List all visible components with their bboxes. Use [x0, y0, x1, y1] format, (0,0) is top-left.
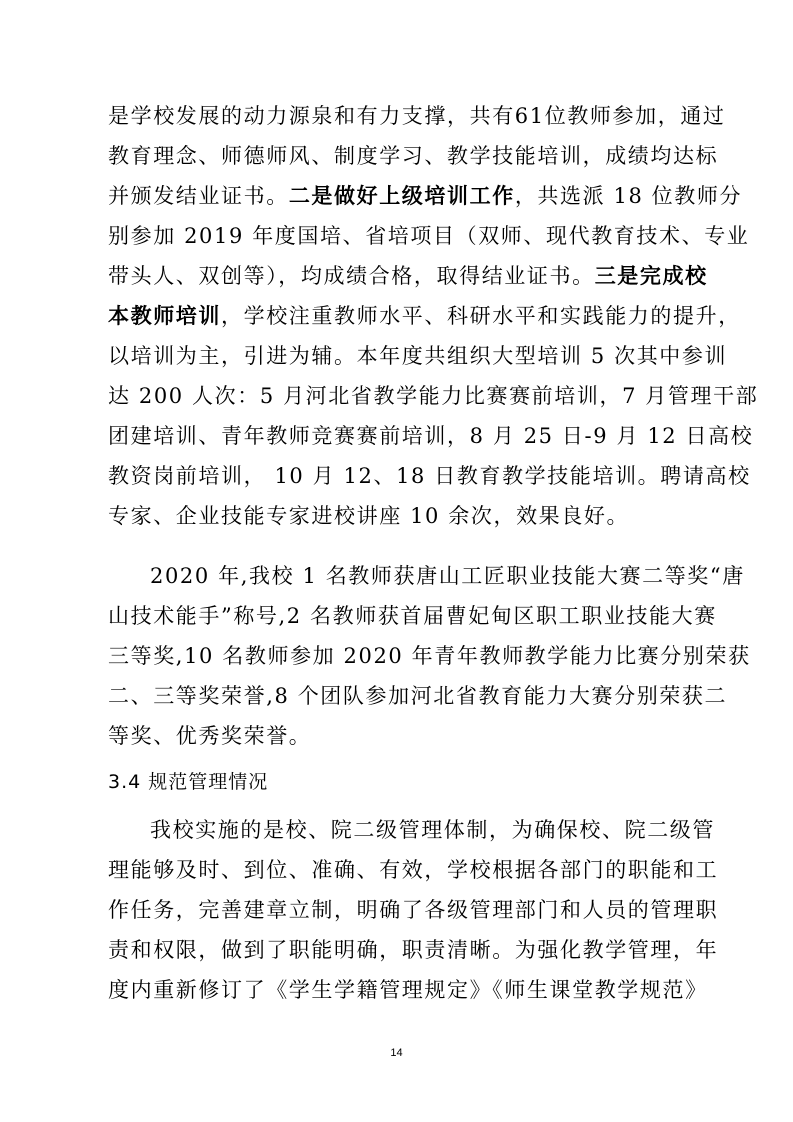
- paragraph-line: 我校实施的是校、院二级管理体制，为确保校、院二级管: [150, 818, 715, 842]
- paragraph-line: 二、三等奖荣誉,8 个团队参加河北省教育能力大赛分别荣获二: [108, 684, 728, 708]
- paragraph-line: 2020 年,我校 1 名教师获唐山工匠职业技能大赛二等奖“唐: [150, 564, 745, 588]
- paragraph-line: 责和权限，做到了职能明确，职责清晰。为强化教学管理，年: [108, 938, 719, 962]
- paragraph-line: 专家、企业技能专家进校讲座 10 余次，效果良好。: [108, 504, 630, 528]
- paragraph-line: 达 200 人次：5 月河北省教学能力比赛赛前培训，7 月管理干部: [108, 384, 759, 408]
- paragraph-line: 是学校发展的动力源泉和有力支撑，共有61位教师参加，通过: [108, 104, 726, 128]
- page-number: 14: [390, 1047, 403, 1059]
- text-run: ，学校注重教师水平、科研水平和实践能力的提升，: [221, 304, 741, 328]
- bold-text-run: 三是完成校: [594, 264, 708, 288]
- bold-text-run: 本教师培训: [108, 304, 221, 328]
- text-run: 带头人、双创等），均成绩合格，取得结业证书。: [108, 264, 595, 288]
- paragraph-line: 等奖、优秀奖荣誉。: [108, 724, 312, 748]
- text-run: 并颁发结业证书。: [108, 184, 289, 208]
- section-heading: 3.4 规范管理情况: [108, 771, 269, 793]
- paragraph-line: 作任务，完善建章立制，明确了各级管理部门和人员的管理职: [108, 898, 719, 922]
- text-run: ，共选派 18 位教师分: [514, 184, 743, 208]
- paragraph-line: 三等奖,10 名教师参加 2020 年青年教师教学能力比赛分别荣获: [108, 644, 751, 668]
- bold-text-run: 二是做好上级培训工作: [288, 184, 515, 208]
- paragraph-line: 教育理念、师德师风、制度学习、教学技能培训，成绩均达标: [108, 144, 719, 168]
- paragraph-line: [108, 264, 708, 288]
- paragraph-line: 度内重新修订了《学生学籍管理规定》《师生课堂教学规范》: [108, 978, 708, 1002]
- paragraph-line: 山技术能手”称号,2 名教师获首届曹妃甸区职工职业技能大赛: [108, 604, 717, 628]
- paragraph-line: [108, 184, 743, 208]
- paragraph-line: 别参加 2019 年度国培、省培项目（双师、现代教育技术、专业: [108, 224, 750, 248]
- paragraph-line: 教资岗前培训， 10 月 12、18 日教育教学技能培训。聘请高校: [108, 464, 751, 488]
- paragraph-line: 团建培训、青年教师竞赛赛前培训，8 月 25 日-9 月 12 日高校: [108, 424, 754, 448]
- paragraph-line: 理能够及时、到位、准确、有效，学校根据各部门的职能和工: [108, 858, 719, 882]
- paragraph-line: 以培训为主，引进为辅。本年度共组织大型培训 5 次其中参训: [108, 344, 728, 368]
- paragraph-line: [108, 304, 741, 328]
